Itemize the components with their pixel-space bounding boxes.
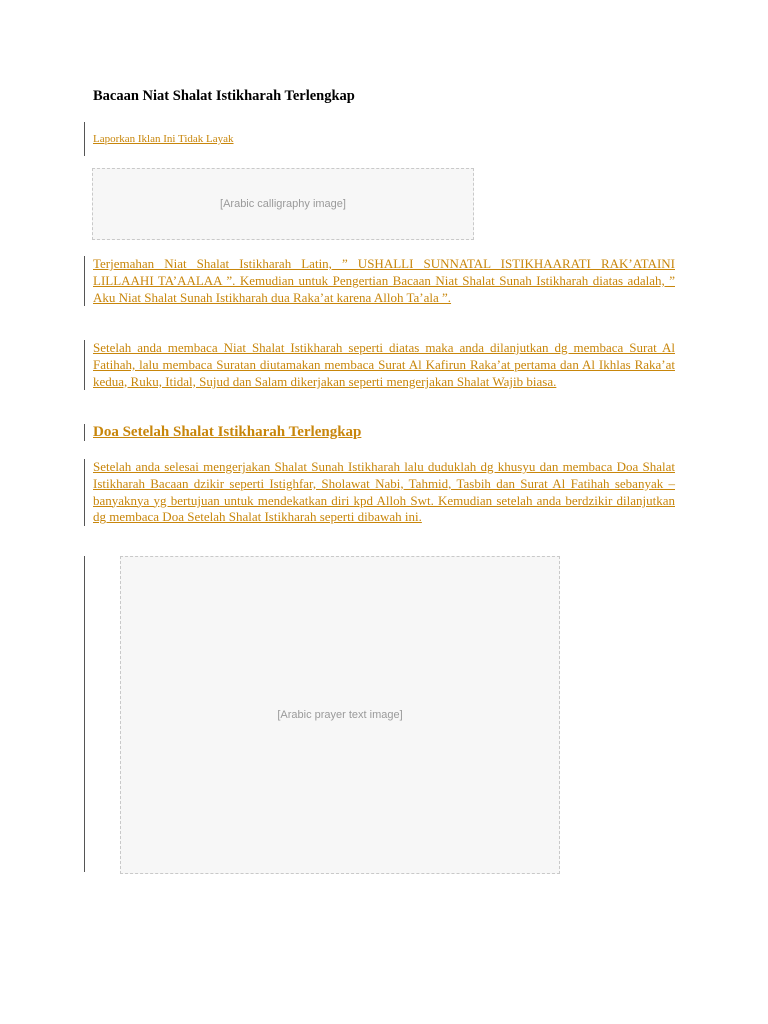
paragraph-block-1 (84, 256, 675, 306)
paragraph-1: Terjemahan Niat Shalat Istikharah Latin, ” USHALLI SUNNATAL ISTIKHAARATI RAK’ATAINI LILLAAHI TA’AALAA ”. Kemudian untuk Pengertian Bacaan Niat Shalat Sunah Istikharah diatas adalah, ” Aku Niat Shalat Sunah Istikharah dua Raka’at karena Alloh Ta’ala ”. (93, 256, 675, 305)
doa-arabic-image (120, 556, 560, 874)
document-title: Bacaan Niat Shalat Istikharah Terlengkap (93, 88, 355, 104)
paragraph-block-3 (84, 459, 675, 526)
arabic-image-placeholder-2: [Arabic prayer text image] (277, 709, 403, 721)
niat-arabic-image (92, 168, 474, 240)
section-heading-2: Doa Setelah Shalat Istikharah Terlengkap (93, 424, 362, 440)
paragraph-block-2 (84, 340, 675, 390)
paragraph-2: Setelah anda membaca Niat Shalat Istikharah seperti diatas maka anda dilanjutkan dg membaca Surat Al Fatihah, lalu membaca Suratan diutamakan membaca Surat Al Kafirun Raka’at pertama dan Al Ikhlas Raka’at kedua, Ruku, Itidal, Sujud dan Salam dikerjakan seperti mengerjakan Shalat Wajib biasa. (93, 340, 675, 389)
prayer-block (84, 556, 560, 872)
report-link-block (84, 122, 234, 156)
report-ad-link[interactable]: Laporkan Iklan Ini Tidak Layak (93, 133, 234, 145)
paragraph-3: Setelah anda selesai mengerjakan Shalat Sunah Istikharah lalu duduklah dg khusyu dan membaca Doa Shalat Istikharah Bacaan dzikir seperti Istighfar, Sholawat Nabi, Tahmid, Tasbih dan Surat Al Fatihah sebanyak – banyaknya yg bertujuan untuk mendekatkan diri kpd Alloh Swt. Kemudian setelah anda berdzikir dilanjutkan dg membaca Doa Setelah Shalat Istikharah seperti dibawah ini. (93, 459, 675, 525)
arabic-image-placeholder-1: [Arabic calligraphy image] (220, 198, 346, 210)
heading-block-2 (84, 424, 361, 441)
